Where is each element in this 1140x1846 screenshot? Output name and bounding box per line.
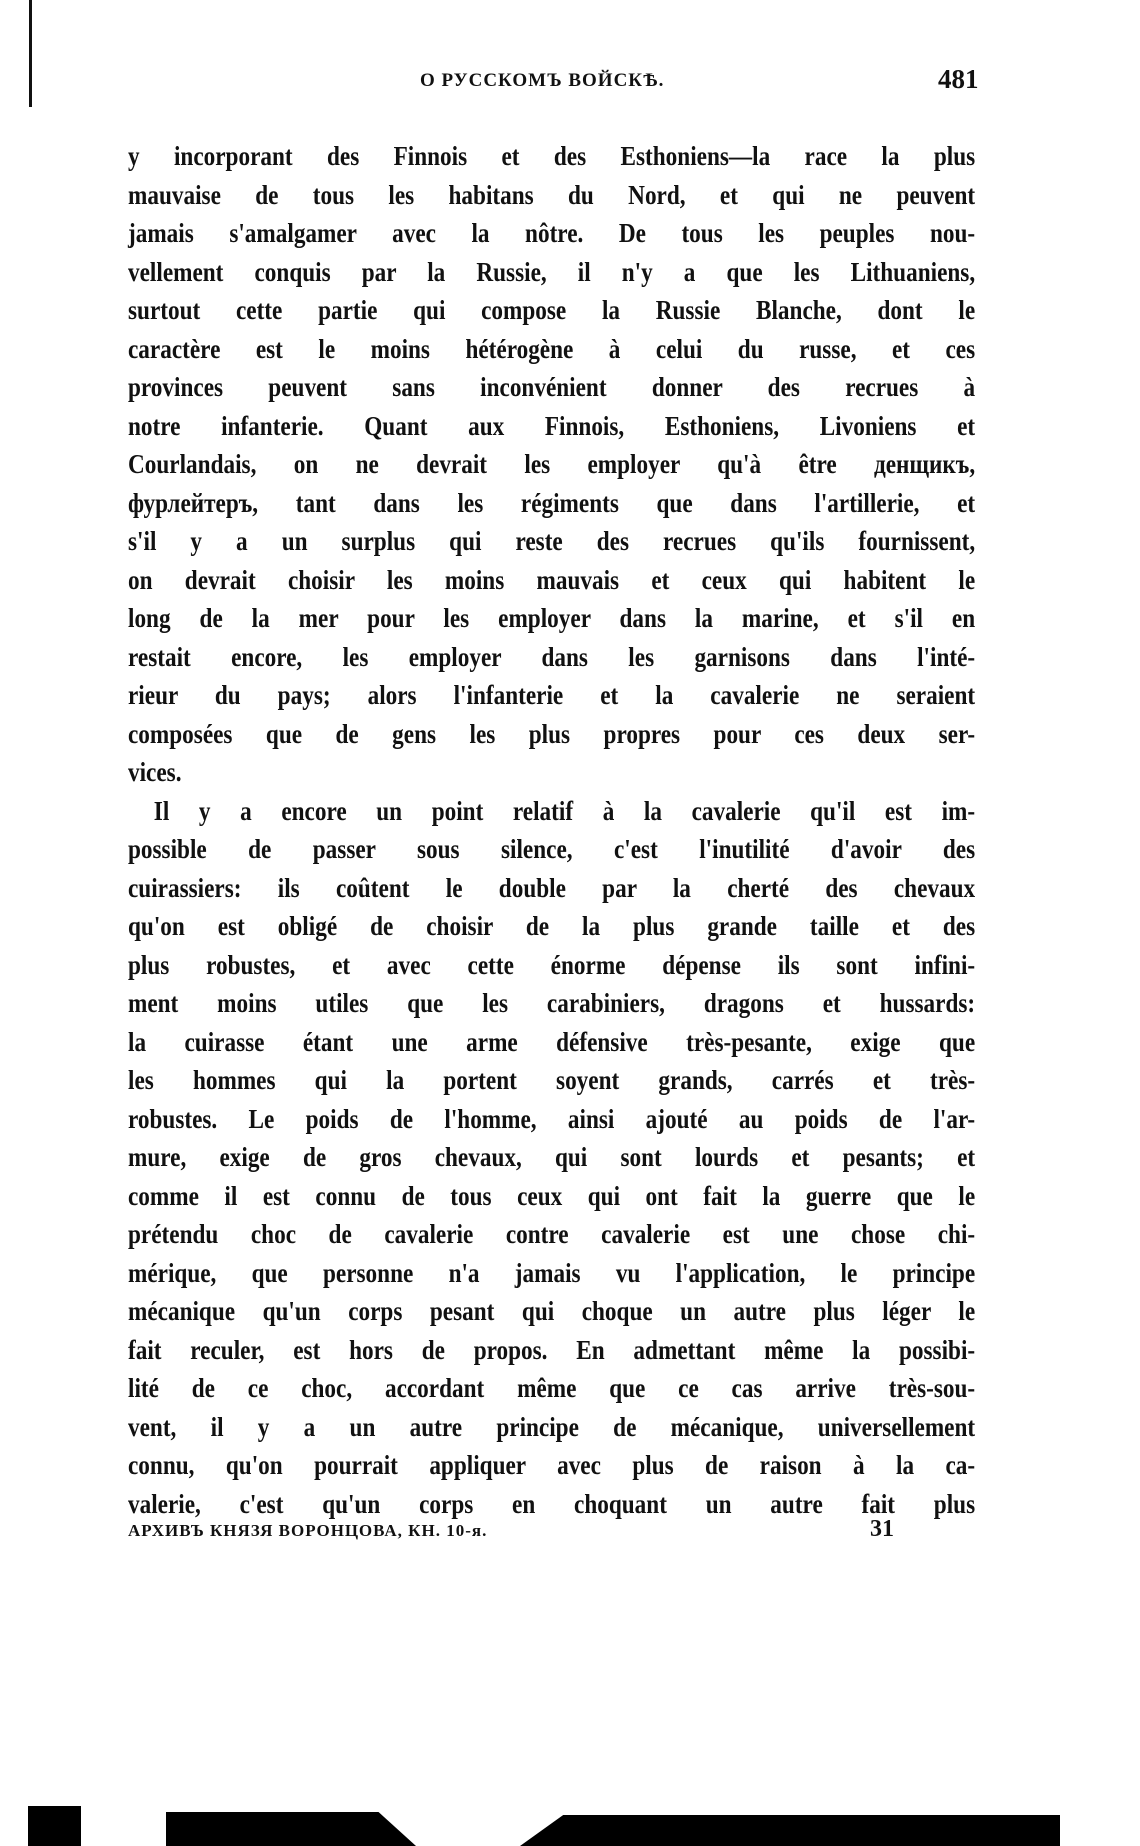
text-line: y incorporant des Finnois et des Esthoniens—la race la plus xyxy=(128,141,976,171)
text-line: фурлейтеръ, tant dans les régiments que dans l'artillerie, et xyxy=(128,487,976,518)
text-line: mauvaise de tous les habitans du Nord, et qui ne peuvent xyxy=(128,179,976,210)
text-line: les hommes qui la portent soyent grands, carrés et très- xyxy=(128,1065,976,1095)
text-line: possible de passer sous silence, c'est l'inutilité d'avoir des xyxy=(128,834,976,864)
text-line: vellement conquis par la Russie, il n'y a que les Lithuaniens, xyxy=(128,256,976,287)
text-line: plus robustes, et avec cette énorme dépense ils sont infini- xyxy=(128,949,976,980)
text-line: provinces peuvent sans inconvénient donner des recrues à xyxy=(128,372,976,402)
text-line: rieur du pays; alors l'infanterie et la cavalerie ne seraient xyxy=(128,680,976,710)
text-line: vent, il y a un autre principe de mécanique, universellement xyxy=(128,1411,976,1442)
text-line: mure, exige de gros chevaux, qui sont lourds et pesants; et xyxy=(128,1142,976,1172)
footer-signature-mark: 31 xyxy=(870,1516,894,1542)
text-line: Il y a encore un point relatif à la cavalerie qu'il est im- xyxy=(153,795,976,826)
text-line: jamais s'amalgamer avec la nôtre. De tous les peuples nou- xyxy=(128,218,976,248)
text-line: on devrait choisir les moins mauvais et ceux qui habitent le xyxy=(128,564,976,595)
text-line: valerie, c'est qu'un corps en choquant un autre fait plus xyxy=(128,1488,976,1519)
text-line: prétendu choc de cavalerie contre cavalerie est une chose chi- xyxy=(128,1219,976,1249)
text-line: notre infanterie. Quant aux Finnois, Esthoniens, Livoniens et xyxy=(128,410,976,441)
footer-signature: АРХИВЪ КНЯЗЯ ВОРОНЦОВА, КН. 10-я. xyxy=(128,1521,488,1540)
text-line: mérique, que personne n'a jamais vu l'application, le principe xyxy=(128,1257,976,1288)
text-line: mécanique qu'un corps pesant qui choque un autre plus léger le xyxy=(128,1296,976,1326)
page-number: 481 xyxy=(938,64,979,94)
text-line: restait encore, les employer dans les garnisons dans l'inté- xyxy=(128,641,976,672)
text-line: comme il est connu de tous ceux qui ont fait la guerre que le xyxy=(128,1180,976,1211)
text-line: caractère est le moins hétérogène à celui du russe, et ces xyxy=(128,333,976,364)
text-line: composées que de gens les plus propres pour ces deux ser- xyxy=(128,718,976,749)
scan-artifact-bar xyxy=(166,1812,416,1846)
text-line: Courlandais, on ne devrait les employer qu'à être денщикъ, xyxy=(128,449,976,479)
text-line: fait reculer, est hors de propos. En admettant même la possibi- xyxy=(128,1334,976,1365)
body-text xyxy=(128,137,975,1523)
text-line: lité de ce choc, accordant même que ce cas arrive très-sou- xyxy=(128,1373,976,1403)
text-line: la cuirasse étant une arme défensive très-pesante, exige que xyxy=(128,1026,976,1057)
text-line: ment moins utiles que les carabiniers, dragons et hussards: xyxy=(128,988,976,1018)
text-line: surtout cette partie qui compose la Russie Blanche, dont le xyxy=(128,295,976,325)
text-line: long de la mer pour les employer dans la marine, et s'il en xyxy=(128,603,976,633)
text-line: vices. xyxy=(128,757,182,787)
scan-artifact-bar xyxy=(520,1815,1060,1846)
running-title: О РУССКОМЪ ВОЙСКѢ. xyxy=(420,70,665,91)
text-line: s'il y a un surplus qui reste des recrues qu'ils fournissent, xyxy=(128,526,976,556)
text-line: connu, qu'on pourrait appliquer avec plus de raison à la ca- xyxy=(128,1450,976,1480)
text-line: robustes. Le poids de l'homme, ainsi ajouté au poids de l'ar- xyxy=(128,1103,976,1134)
scan-artifact-bar xyxy=(28,1806,81,1846)
page-edge-line xyxy=(29,0,32,107)
text-line: cuirassiers: ils coûtent le double par la cherté des chevaux xyxy=(128,872,976,903)
text-line: qu'on est obligé de choisir de la plus grande taille et des xyxy=(128,911,976,941)
